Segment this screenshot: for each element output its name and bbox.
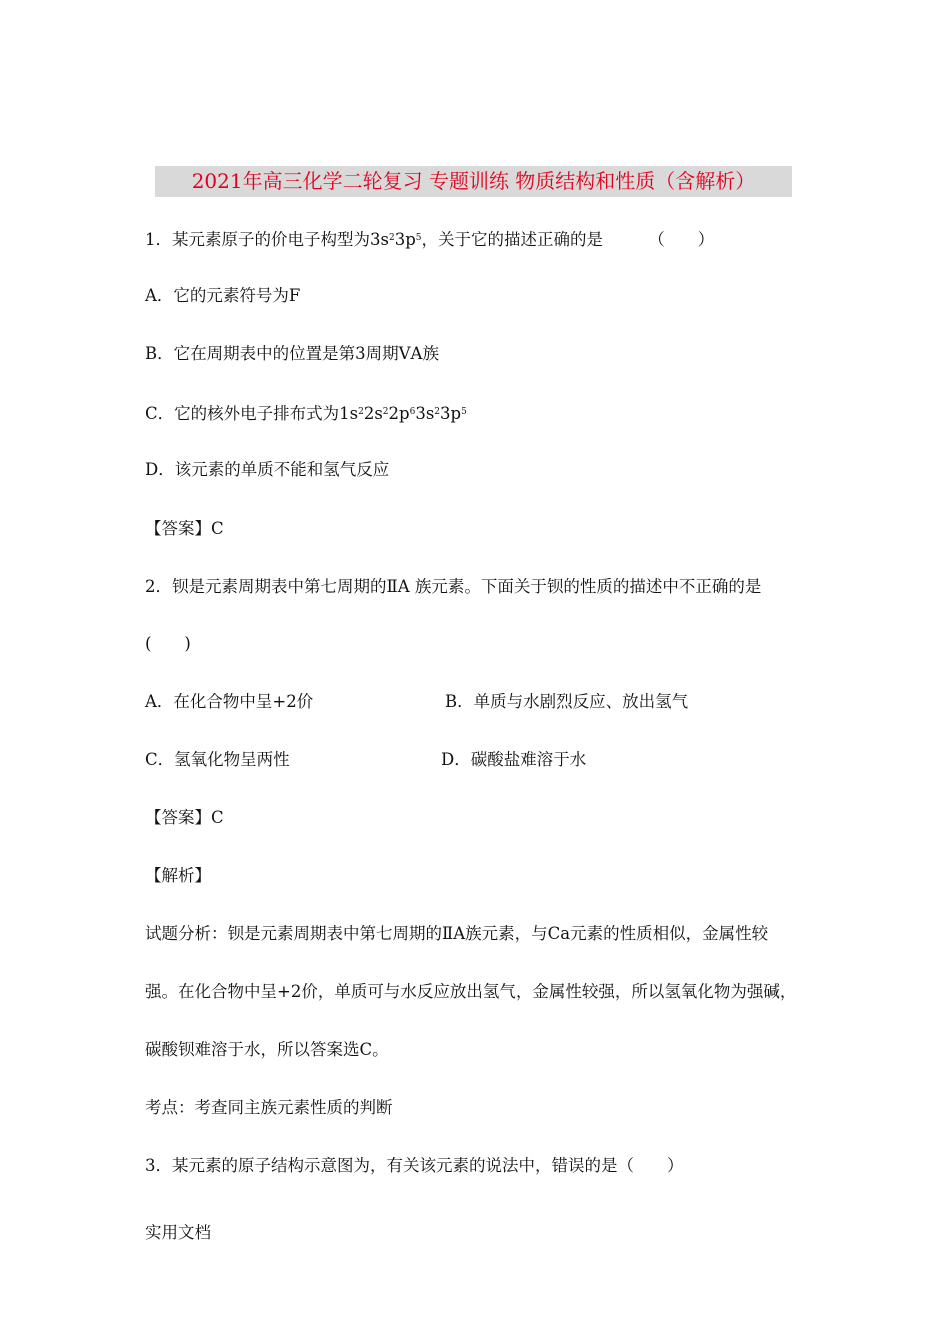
q1-superscript: 6 <box>409 407 416 417</box>
q2-analysis-line-2: 强。在化合物中呈+2价，单质可与水反应放出氢气，金属性较强，所以氢氧化物为强碱， <box>145 982 797 1001</box>
q2-option-b: B．单质与水剧烈反应、放出氢气 <box>445 692 689 711</box>
q1-superscript: 2 <box>358 407 364 417</box>
q2-kaodian: 考点：考查同主族元素性质的判断 <box>145 1098 393 1117</box>
q1-superscript: 5 <box>415 233 422 243</box>
q1-answer-parens: （ ） <box>648 230 715 249</box>
q1-option-c-text: C．它的核外电子排布式为1s <box>145 404 359 423</box>
q1-stem-part: ，关于它的描述正确的是 <box>421 230 603 249</box>
q1-option-b: B．它在周期表中的位置是第3周期ⅤA族 <box>145 344 439 363</box>
q1-stem-part: 3p <box>394 230 416 249</box>
q2-answer: 【答案】C <box>145 808 224 827</box>
q1-superscript: 2 <box>388 233 395 243</box>
q1-option-d: D．该元素的单质不能和氢气反应 <box>145 460 390 479</box>
q1-option-c-text: 2p <box>388 404 410 423</box>
q1-option-c-text: 2s <box>363 404 383 423</box>
q2-analysis-heading: 【解析】 <box>145 866 211 885</box>
q1-answer: 【答案】C <box>145 519 224 538</box>
q1-option-c <box>145 401 467 425</box>
q2-option-a: A．在化合物中呈+2价 <box>145 692 314 711</box>
question-1-stem <box>145 227 714 251</box>
q1-option-c-text: 3p <box>440 404 462 423</box>
q2-option-c: C．氢氧化物呈两性 <box>145 750 290 769</box>
q2-answer-parens: ( ) <box>145 634 191 653</box>
question-3-stem: 3．某元素的原子结构示意图为，有关该元素的说法中，错误的是（ ） <box>145 1156 684 1175</box>
q1-superscript: 2 <box>434 407 441 417</box>
page-title: 2021年高三化学二轮复习 专题训练 物质结构和性质（含解析） <box>155 166 792 197</box>
q2-option-d: D．碳酸盐难溶于水 <box>441 750 587 769</box>
page-footer: 实用文档 <box>145 1223 211 1242</box>
q1-stem-part: 1．某元素原子的价电子构型为3s <box>145 230 389 249</box>
q1-option-a: A．它的元素符号为F <box>145 286 301 305</box>
q2-analysis-line-3: 碳酸钡难溶于水，所以答案选C。 <box>145 1040 389 1059</box>
question-2-stem: 2．钡是元素周期表中第七周期的ⅡA 族元素。下面关于钡的性质的描述中不正确的是 <box>145 577 762 596</box>
q1-superscript: 5 <box>461 407 467 417</box>
q1-superscript: 2 <box>382 407 389 417</box>
q2-analysis-line-1: 试题分析：钡是元素周期表中第七周期的ⅡA族元素，与Ca元素的性质相似，金属性较 <box>145 924 769 943</box>
q1-option-c-text: 3s <box>415 404 435 423</box>
